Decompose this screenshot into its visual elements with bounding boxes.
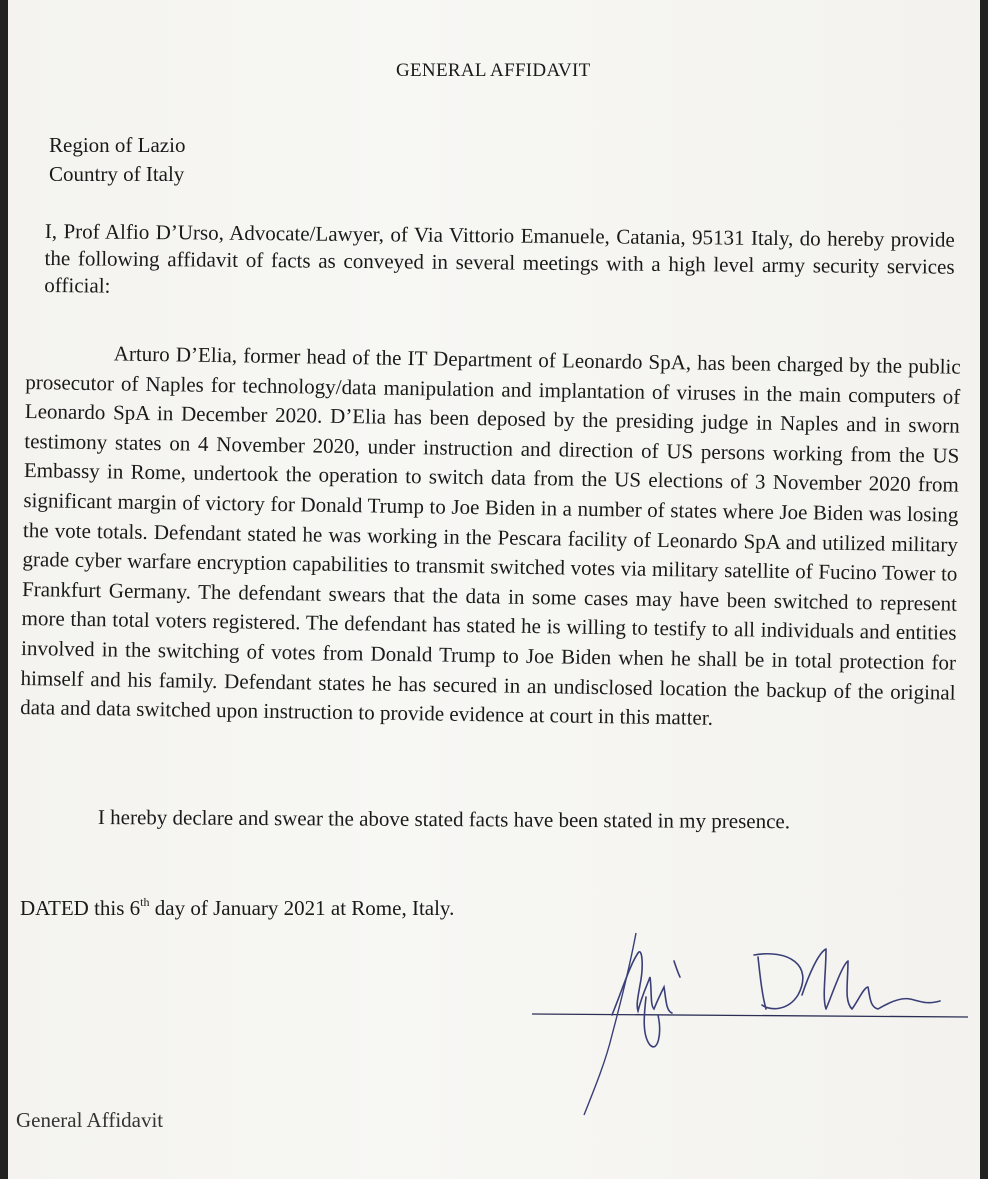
body-paragraph: Arturo D’Elia, former head of the IT Department of Leonardo SpA, has been charged by the public prosecutor of Naples for technology/data manipulation and implantation of viruses in the main computers of Leonardo SpA in December 2020. D’Elia has been deposed by the presiding judge in Naples and in sworn testimony states on 4 November 2020, under instruction and direction of US persons working from the US Embassy in Rome, undertook the operation to switch data from the US elections of 3 November 2020 from significant margin of victory for Donald Trump to Joe Biden in a number of states where Joe Biden was losing the vote totals. Defendant stated he was working in the Pescara facility of Leonardo SpA and utilized military grade cyber warfare encryption capabilities to transmit switched votes via military satellite of Fucino Tower to Frankfurt Germany. The defendant swears that the data in some cases may have been switched to represent more than total voters registered. The defendant has stated he is willing to testify to all individuals and entities involved in the switching of votes from Donald Trump to Joe Biden when he shall be in total protection for himself and his family. Defendant states he has secured in an undisclosed location the backup of the original data and data switched upon instruction to provide evidence at court in this matter.	[20, 341, 961, 730]
dated-ordinal: th	[140, 895, 150, 909]
handwritten-signature	[526, 925, 976, 1120]
document-title: GENERAL AFFIDAVIT	[396, 60, 591, 81]
intro-paragraph: I, Prof Alfio D’Urso, Advocate/Lawyer, of Via Vittorio Emanuele, Catania, 95131 Italy, do hereby provide the following affidavit of facts as conveyed in several meetings with a high level army security services official:	[44, 218, 955, 298]
country-line: Country of Italy	[49, 162, 185, 186]
page-footer: General Affidavit	[16, 1108, 164, 1132]
dated-prefix: DATED this 6	[20, 896, 141, 920]
affidavit-page	[8, 0, 980, 1179]
signature-line	[532, 1014, 968, 1017]
region-line: Region of Lazio	[49, 133, 186, 157]
declaration-line: I hereby declare and swear the above stated facts have been stated in my presence.	[97, 805, 791, 834]
dated-line	[20, 896, 454, 921]
dated-rest: day of January 2021 at Rome, Italy.	[149, 896, 455, 920]
